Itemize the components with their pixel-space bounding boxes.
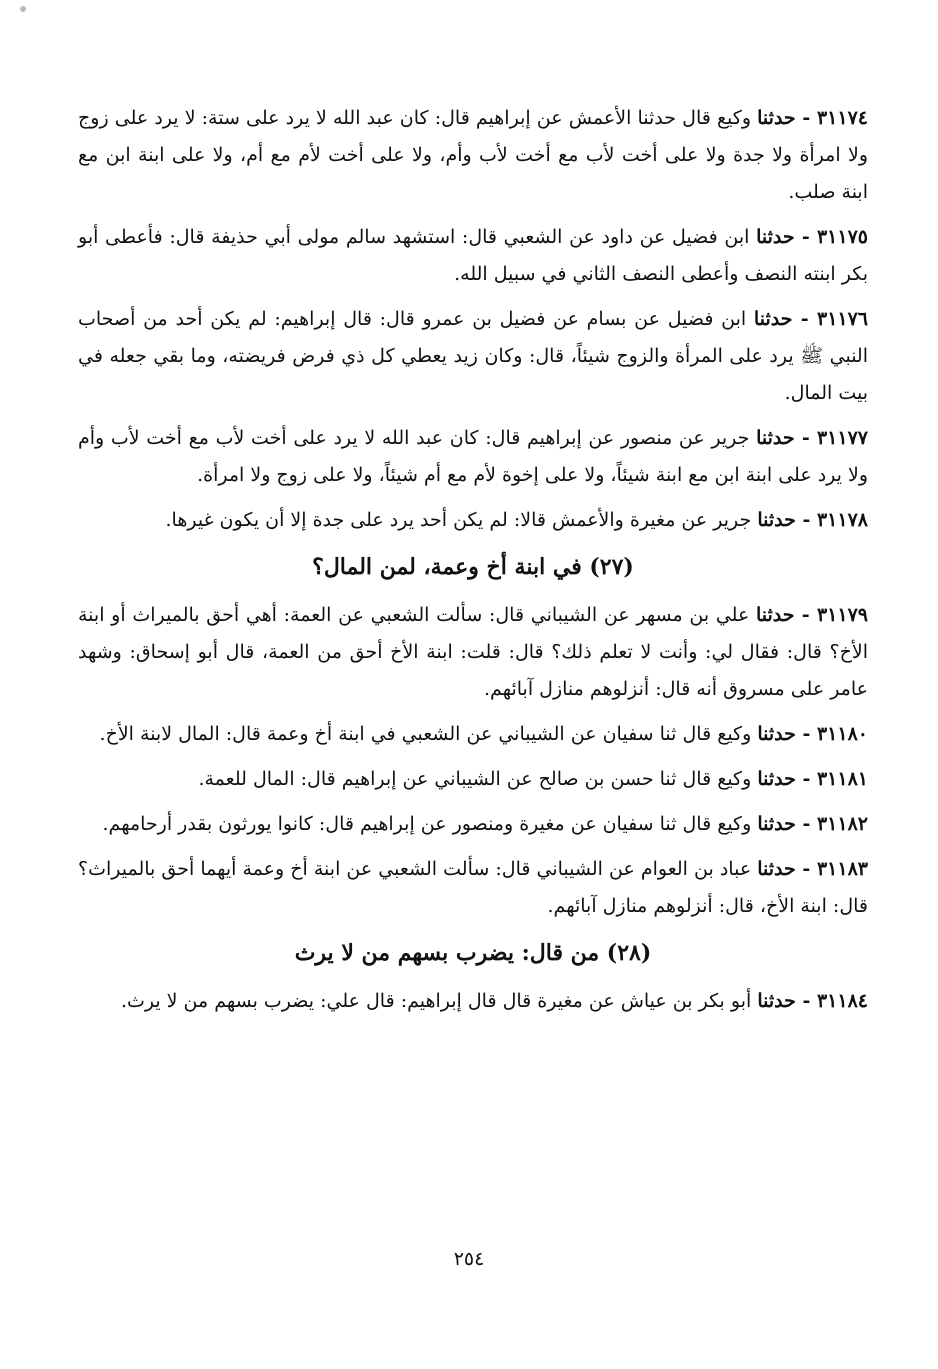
hadith-text: ابن فضيل عن بسام عن فضيل بن عمرو قال: قال إبراهيم: لم يكن أحد من أصحاب النبي ﷺ يرد على المرأة والزوج شيئاً، قال: وكان زيد يعطي كل ذي فرض فريضته، وما بقي جعله في بيت المال. bbox=[78, 308, 868, 404]
hadith-number: ٣١١٨٤ bbox=[816, 990, 868, 1012]
hadith-lead: حدثنا bbox=[757, 107, 796, 129]
hadith-number: ٣١١٧٤ bbox=[816, 107, 868, 129]
hadith-31184: ٣١١٨٤ - حدثنا أبو بكر بن عياش عن مغيرة قال قال إبراهيم: قال علي: يضرب بسهم من لا يرث. bbox=[120, 990, 868, 1012]
hadith-31179: ٣١١٧٩ - حدثنا علي بن مسهر عن الشيباني قال: سألت الشعبي عن العمة: أهي أحق بالميراث أو ابنة الأخ؟ قال: فقال لي: وأنت لا تعلم ذلك؟ قال: قلت: ابنة الأخ أحق من العمة، قال أبو إسحاق: وشهد عامر على مسروق أنه قال: أنزلوهم منازل آبائهم. bbox=[78, 604, 868, 700]
hadith-text: عباد بن العوام عن الشيباني قال: سألت الشعبي عن ابنة أخ وعمة أيهما أحق بالميراث؟ قال: ابنة الأخ، قال: أنزلوهم منازل آبائهم. bbox=[78, 858, 868, 917]
hadith-lead: حدثنا bbox=[756, 604, 795, 626]
hadith-number: ٣١١٨١ bbox=[816, 768, 868, 790]
book-page bbox=[78, 100, 868, 1028]
hadith-31174: ٣١١٧٤ - حدثنا وكيع قال حدثنا الأعمش عن إبراهيم قال: كان عبد الله لا يرد على ستة: لا يرد على زوج ولا امرأة ولا جدة ولا على أخت لأب مع أخت لأب وأم، ولا على أخت لأم مع أم، ولا على ابنة ابن مع ابنة صلب. bbox=[78, 107, 868, 203]
hadith-text: وكيع قال ثنا حسن بن صالح عن الشيباني عن إبراهيم قال: المال للعمة. bbox=[198, 768, 758, 790]
page-number: ٢٥٤ bbox=[453, 1248, 485, 1270]
hadith-text: وكيع قال حدثنا الأعمش عن إبراهيم قال: كان عبد الله لا يرد على ستة: لا يرد على زوج ولا امرأة ولا جدة ولا على أخت لأب مع أخت لأب وأم، ولا على أخت لأم مع أم، ولا على ابنة ابن مع ابنة صلب. bbox=[78, 107, 868, 203]
hadith-31178: ٣١١٧٨ - حدثنا جرير عن مغيرة والأعمش قالا: لم يكن أحد يرد على جدة إلا أن يكون غيرها. bbox=[165, 509, 868, 531]
hadith-31177: ٣١١٧٧ - حدثنا جرير عن منصور عن إبراهيم قال: كان عبد الله لا يرد على أخت لأب مع أخت لأب وأم ولا يرد على ابنة ابن مع ابنة شيئاً، ولا على إخوة لأم مع أم شيئاً، ولا على زوج ولا امرأة. bbox=[78, 427, 868, 486]
hadith-text: ابن فضيل عن داود عن الشعبي قال: استشهد سالم مولى أبي حذيفة قال: فأعطى أبو بكر ابنته النصف وأعطى النصف الثاني في سبيل الله. bbox=[78, 226, 868, 285]
hadith-lead: حدثنا bbox=[757, 813, 796, 835]
hadith-text: وكيع قال ثنا سفيان عن الشيباني عن الشعبي في ابنة أخ وعمة قال: المال لابنة الأخ. bbox=[99, 723, 758, 745]
hadith-text: علي بن مسهر عن الشيباني قال: سألت الشعبي عن العمة: أهي أحق بالميراث أو ابنة الأخ؟ قال: فقال لي: وأنت لا تعلم ذلك؟ قال: قلت: ابنة الأخ أحق من العمة، قال أبو إسحاق: وشهد عامر على مسروق أنه قال: أنزلوهم منازل آبائهم. bbox=[78, 604, 868, 700]
section-heading-27: (٢٧) في ابنة أخ وعمة، لمن المال؟ bbox=[312, 554, 634, 580]
hadith-31181: ٣١١٨١ - حدثنا وكيع قال ثنا حسن بن صالح عن الشيباني عن إبراهيم قال: المال للعمة. bbox=[198, 768, 868, 790]
hadith-lead: حدثنا bbox=[757, 509, 796, 531]
hadith-number: ٣١١٧٧ bbox=[816, 427, 868, 449]
hadith-number: ٣١١٨٠ bbox=[816, 723, 868, 745]
hadith-lead: حدثنا bbox=[756, 226, 795, 248]
hadith-text: جرير عن منصور عن إبراهيم قال: كان عبد الله لا يرد على أخت لأب مع أخت لأب وأم ولا يرد على ابنة ابن مع ابنة شيئاً، ولا على إخوة لأم مع أم شيئاً، ولا على زوج ولا امرأة. bbox=[78, 427, 868, 486]
hadith-text: أبو بكر بن عياش عن مغيرة قال قال إبراهيم: قال علي: يضرب بسهم من لا يرث. bbox=[120, 990, 758, 1012]
hadith-text: جرير عن مغيرة والأعمش قالا: لم يكن أحد يرد على جدة إلا أن يكون غيرها. bbox=[165, 509, 758, 531]
hadith-number: ٣١١٨٢ bbox=[816, 813, 868, 835]
hadith-lead: حدثنا bbox=[753, 308, 793, 330]
hadith-number: ٣١١٨٣ bbox=[816, 858, 868, 880]
hadith-lead: حدثنا bbox=[756, 427, 795, 449]
hadith-number: ٣١١٧٨ bbox=[816, 509, 868, 531]
hadith-number: ٣١١٧٥ bbox=[816, 226, 868, 248]
hadith-text: وكيع قال ثنا سفيان عن مغيرة ومنصور عن إبراهيم قال: كانوا يورثون بقدر أرحامهم. bbox=[102, 813, 758, 835]
hadith-31176: ٣١١٧٦ - حدثنا ابن فضيل عن بسام عن فضيل بن عمرو قال: قال إبراهيم: لم يكن أحد من أصحاب النبي ﷺ يرد على المرأة والزوج شيئاً، قال: وكان زيد يعطي كل ذي فرض فريضته، وما بقي جعله في بيت المال. bbox=[78, 308, 869, 404]
hadith-lead: حدثنا bbox=[757, 768, 796, 790]
section-heading-28: (٢٨) من قال: يضرب بسهم من لا يرث bbox=[294, 940, 652, 966]
hadith-31175: ٣١١٧٥ - حدثنا ابن فضيل عن داود عن الشعبي قال: استشهد سالم مولى أبي حذيفة قال: فأعطى أبو بكر ابنته النصف وأعطى النصف الثاني في سبيل الله. bbox=[78, 226, 868, 285]
scan-speck bbox=[20, 6, 26, 12]
hadith-lead: حدثنا bbox=[757, 723, 796, 745]
hadith-31180: ٣١١٨٠ - حدثنا وكيع قال ثنا سفيان عن الشيباني عن الشعبي في ابنة أخ وعمة قال: المال لابنة الأخ. bbox=[99, 723, 868, 745]
hadith-31183: ٣١١٨٣ - حدثنا عباد بن العوام عن الشيباني قال: سألت الشعبي عن ابنة أخ وعمة أيهما أحق بالميراث؟ قال: ابنة الأخ، قال: أنزلوهم منازل آبائهم. bbox=[78, 858, 868, 917]
hadith-31182: ٣١١٨٢ - حدثنا وكيع قال ثنا سفيان عن مغيرة ومنصور عن إبراهيم قال: كانوا يورثون بقدر أرحامهم. bbox=[102, 813, 868, 835]
hadith-number: ٣١١٧٩ bbox=[816, 604, 868, 626]
hadith-number: ٣١١٧٦ bbox=[816, 308, 869, 330]
hadith-lead: حدثنا bbox=[757, 990, 796, 1012]
hadith-lead: حدثنا bbox=[757, 858, 796, 880]
